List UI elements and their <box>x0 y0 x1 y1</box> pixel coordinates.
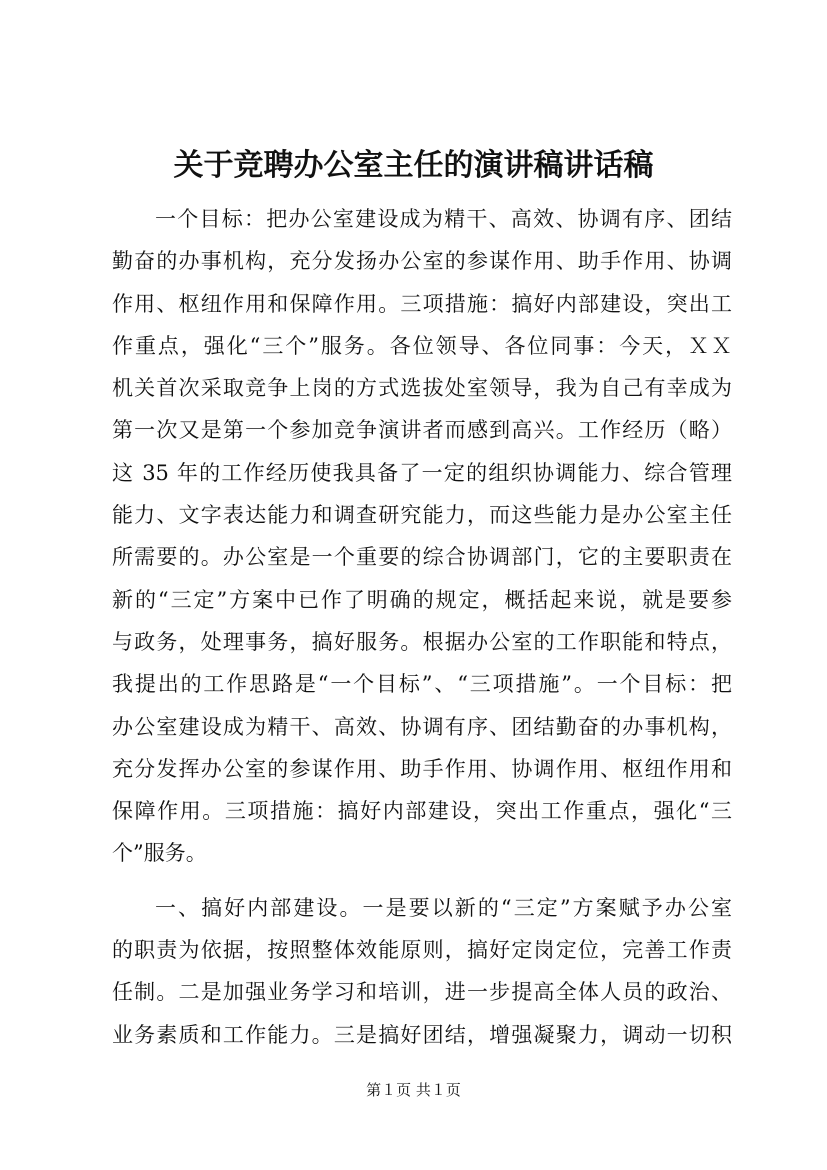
paragraph-line: 与政务，处理事务，搞好服务。根据办公室的工作职能和特点， <box>112 629 732 654</box>
paragraph-2 <box>112 887 732 1056</box>
paragraph-line: 机关首次采取竞争上岗的方式选拔处室领导，我为自己有幸成为 <box>112 376 732 401</box>
paragraph-line: 一个目标：把办公室建设成为精干、高效、协调有序、团结 <box>155 207 732 231</box>
paragraph-line: 任制。二是加强业务学习和培训，进一步提高全体人员的政治、 <box>112 980 732 1005</box>
paragraph-line: 业务素质和工作能力。三是搞好团结，增强凝聚力，调动一切积 <box>112 1022 732 1047</box>
paragraph-line: 第一次又是第一个参加竞争演讲者而感到高兴。工作经历（略） <box>112 418 732 443</box>
paragraph-line: 个”服务。 <box>112 841 207 866</box>
paragraph-line: 新的“三定”方案中已作了明确的规定，概括起来说，就是要参 <box>112 587 732 612</box>
paragraph-line: 我提出的工作思路是“一个目标”、“三项措施”。一个目标：把 <box>112 672 732 697</box>
paragraph-line: 作重点，强化“三个”服务。各位领导、各位同事：今天，ＸＸ <box>112 333 732 358</box>
paragraph-line: 这 35 年的工作经历使我具备了一定的组织协调能力、综合管理 <box>112 460 732 485</box>
paragraph-line: 的职责为依据，按照整体效能原则，搞好定岗定位，完善工作责 <box>112 938 732 963</box>
paragraph-line: 一、搞好内部建设。一是要以新的“三定”方案赋予办公室 <box>155 895 732 920</box>
paragraph-spacer <box>112 875 732 887</box>
document-body <box>112 198 732 1056</box>
paragraph-line: 能力、文字表达能力和调查研究能力，而这些能力是办公室主任 <box>112 503 732 528</box>
paragraph-line: 保障作用。三项措施：搞好内部建设，突出工作重点，强化“三 <box>112 799 732 824</box>
paragraph-1 <box>112 198 732 875</box>
page-footer: 第１页 共１页 <box>366 1081 461 1099</box>
paragraph-line: 勤奋的办事机构，充分发扬办公室的参谋作用、助手作用、协调 <box>112 249 732 274</box>
document-title: 关于竞聘办公室主任的演讲稿讲话稿 <box>173 148 654 183</box>
paragraph-line: 办公室建设成为精干、高效、协调有序、团结勤奋的办事机构， <box>112 714 732 739</box>
paragraph-line: 作用、枢纽作用和保障作用。三项措施：搞好内部建设，突出工 <box>112 291 732 316</box>
paragraph-line: 充分发挥办公室的参谋作用、助手作用、协调作用、枢纽作用和 <box>112 756 732 781</box>
paragraph-line: 所需要的。办公室是一个重要的综合协调部门，它的主要职责在 <box>112 545 732 570</box>
